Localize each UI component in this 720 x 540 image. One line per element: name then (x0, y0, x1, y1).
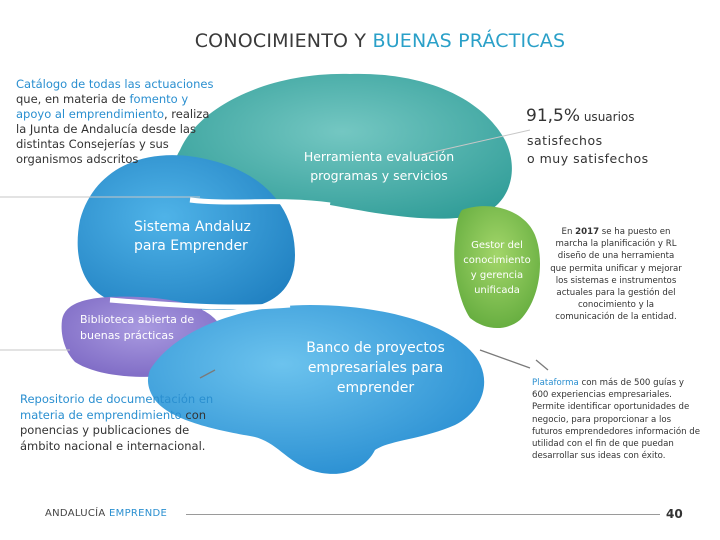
label-herramienta: Herramienta evaluación programas y servicios (303, 149, 455, 183)
footer-brand: ANDALUCÍA EMPRENDE (45, 508, 168, 519)
page-number: 40 (666, 507, 683, 521)
label-biblioteca: Biblioteca abierta de buenas prácticas (80, 313, 195, 342)
text-2017: En 2017 se ha puesto en marcha la planificación y RL diseño de una herramienta que permita unificar y mejorar los sistemas e instrumentos actuales para la gestión del conocimiento y la comunicación de la entidad. (550, 227, 682, 323)
label-banco: Banco de proyectos empresariales para emprender (306, 340, 445, 396)
plataforma-text: Plataforma con más de 500 guías y 600 experiencias empresariales. Permite identificar oportunidades de negocio, para proporcionar a los futuros emprendedores información de utilidad con el fin de que puedan desarrollar sus ideas con éxito. (532, 378, 701, 462)
satisfaction-stat: 91,5% usuarios (526, 106, 635, 126)
title-part1: CONOCIMIENTO Y (194, 30, 373, 52)
label-sistema: Sistema Andaluz para Emprender (134, 219, 251, 254)
catalog-text: Catálogo de todas las actuaciones que, en materia de fomento y apoyo al emprendimiento, realiza la Junta de Andalucía desde las distintas Consejerías y sus organismos adscritos (16, 77, 214, 166)
label-gestor: Gestor del conocimiento y gerencia unificada (463, 240, 531, 296)
title-part2: BUENAS PRÁCTICAS (372, 30, 566, 52)
footer-divider (186, 514, 660, 515)
satisfaction-detail: satisfechos o muy satisfechos (527, 133, 649, 166)
repositorio-text: Repositorio de documentación en materia de emprendimiento con ponencias y publicaciones de ámbito nacional e internacional. (20, 392, 214, 453)
